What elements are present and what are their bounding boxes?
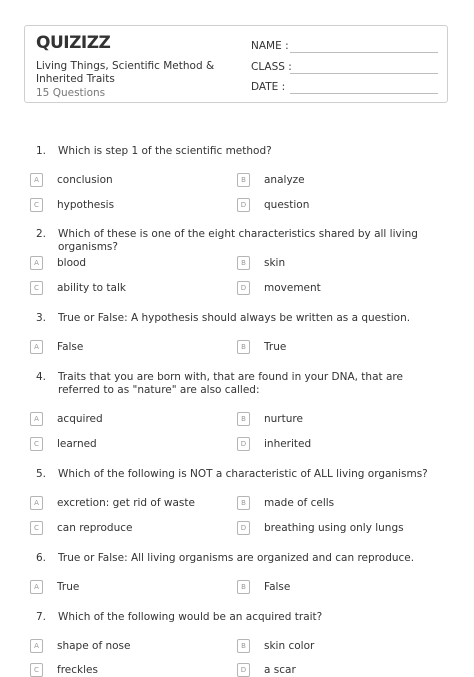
option-letter-badge: A bbox=[30, 496, 43, 510]
option-text: ability to talk bbox=[57, 282, 126, 294]
option-letter-badge: D bbox=[237, 281, 250, 295]
option-text: True bbox=[57, 581, 80, 593]
date-field-line[interactable] bbox=[290, 93, 438, 94]
option-text: a scar bbox=[264, 664, 296, 676]
option-text: excretion: get rid of waste bbox=[57, 497, 195, 509]
question-number: 6. bbox=[36, 552, 47, 564]
option-letter-badge: C bbox=[30, 663, 43, 677]
option-text: shape of nose bbox=[57, 640, 131, 652]
date-field-label: DATE : bbox=[251, 81, 286, 93]
option-letter-badge: B bbox=[237, 496, 250, 510]
question-text: True or False: A hypothesis should always be written as a question. bbox=[58, 312, 411, 324]
option-letter-badge: A bbox=[30, 173, 43, 187]
option-letter-badge: C bbox=[30, 437, 43, 451]
question-number: 5. bbox=[36, 468, 47, 480]
question-number: 1. bbox=[36, 145, 47, 157]
question-text: Traits that you are born with, that are found in your DNA, that are referred to as "nature" are also called: bbox=[58, 371, 403, 396]
question-number: 7. bbox=[36, 611, 47, 623]
option-letter-badge: B bbox=[237, 340, 250, 354]
option-text: can reproduce bbox=[57, 522, 133, 534]
worksheet-title: Living Things, Scientific Method & Inherited Traits bbox=[36, 60, 215, 85]
name-field-line[interactable] bbox=[290, 52, 438, 53]
question-number: 3. bbox=[36, 312, 47, 324]
question-number: 4. bbox=[36, 371, 47, 383]
question-number: 2. bbox=[36, 228, 47, 240]
option-text: movement bbox=[264, 282, 321, 294]
option-letter-badge: D bbox=[237, 198, 250, 212]
question-text: Which of the following is NOT a characteristic of ALL living organisms? bbox=[58, 468, 428, 480]
option-text: breathing using only lungs bbox=[264, 522, 404, 534]
option-letter-badge: C bbox=[30, 281, 43, 295]
option-letter-badge: D bbox=[237, 437, 250, 451]
option-letter-badge: A bbox=[30, 256, 43, 270]
question-text: Which is step 1 of the scientific method? bbox=[58, 145, 272, 157]
option-text: nurture bbox=[264, 413, 303, 425]
option-letter-badge: A bbox=[30, 340, 43, 354]
option-letter-badge: B bbox=[237, 412, 250, 426]
quizizz-logo: QUIZIZZ bbox=[36, 33, 111, 53]
option-text: True bbox=[264, 341, 287, 353]
option-text: False bbox=[264, 581, 291, 593]
option-text: blood bbox=[57, 257, 87, 269]
question-text: Which of the following would be an acquired trait? bbox=[58, 611, 323, 623]
question-text: True or False: All living organisms are organized and can reproduce. bbox=[58, 552, 415, 564]
worksheet-header bbox=[24, 25, 448, 103]
question-text: Which of these is one of the eight characteristics shared by all living organisms? bbox=[58, 228, 418, 253]
option-letter-badge: D bbox=[237, 521, 250, 535]
option-text: hypothesis bbox=[57, 199, 115, 211]
option-letter-badge: B bbox=[237, 580, 250, 594]
option-letter-badge: B bbox=[237, 173, 250, 187]
option-text: skin bbox=[264, 257, 286, 269]
option-text: analyze bbox=[264, 174, 305, 186]
option-text: acquired bbox=[57, 413, 103, 425]
option-text: inherited bbox=[264, 438, 312, 450]
option-text: skin color bbox=[264, 640, 315, 652]
name-field-label: NAME : bbox=[251, 40, 289, 52]
option-letter-badge: D bbox=[237, 663, 250, 677]
option-letter-badge: B bbox=[237, 256, 250, 270]
class-field-label: CLASS : bbox=[251, 61, 292, 73]
option-letter-badge: A bbox=[30, 580, 43, 594]
option-text: freckles bbox=[57, 664, 98, 676]
question-count: 15 Questions bbox=[36, 87, 106, 99]
option-text: learned bbox=[57, 438, 97, 450]
option-letter-badge: C bbox=[30, 521, 43, 535]
option-letter-badge: A bbox=[30, 412, 43, 426]
option-letter-badge: C bbox=[30, 198, 43, 212]
option-letter-badge: A bbox=[30, 639, 43, 653]
option-text: False bbox=[57, 341, 84, 353]
option-text: made of cells bbox=[264, 497, 335, 509]
option-text: conclusion bbox=[57, 174, 113, 186]
option-letter-badge: B bbox=[237, 639, 250, 653]
class-field-line[interactable] bbox=[290, 73, 438, 74]
option-text: question bbox=[264, 199, 310, 211]
